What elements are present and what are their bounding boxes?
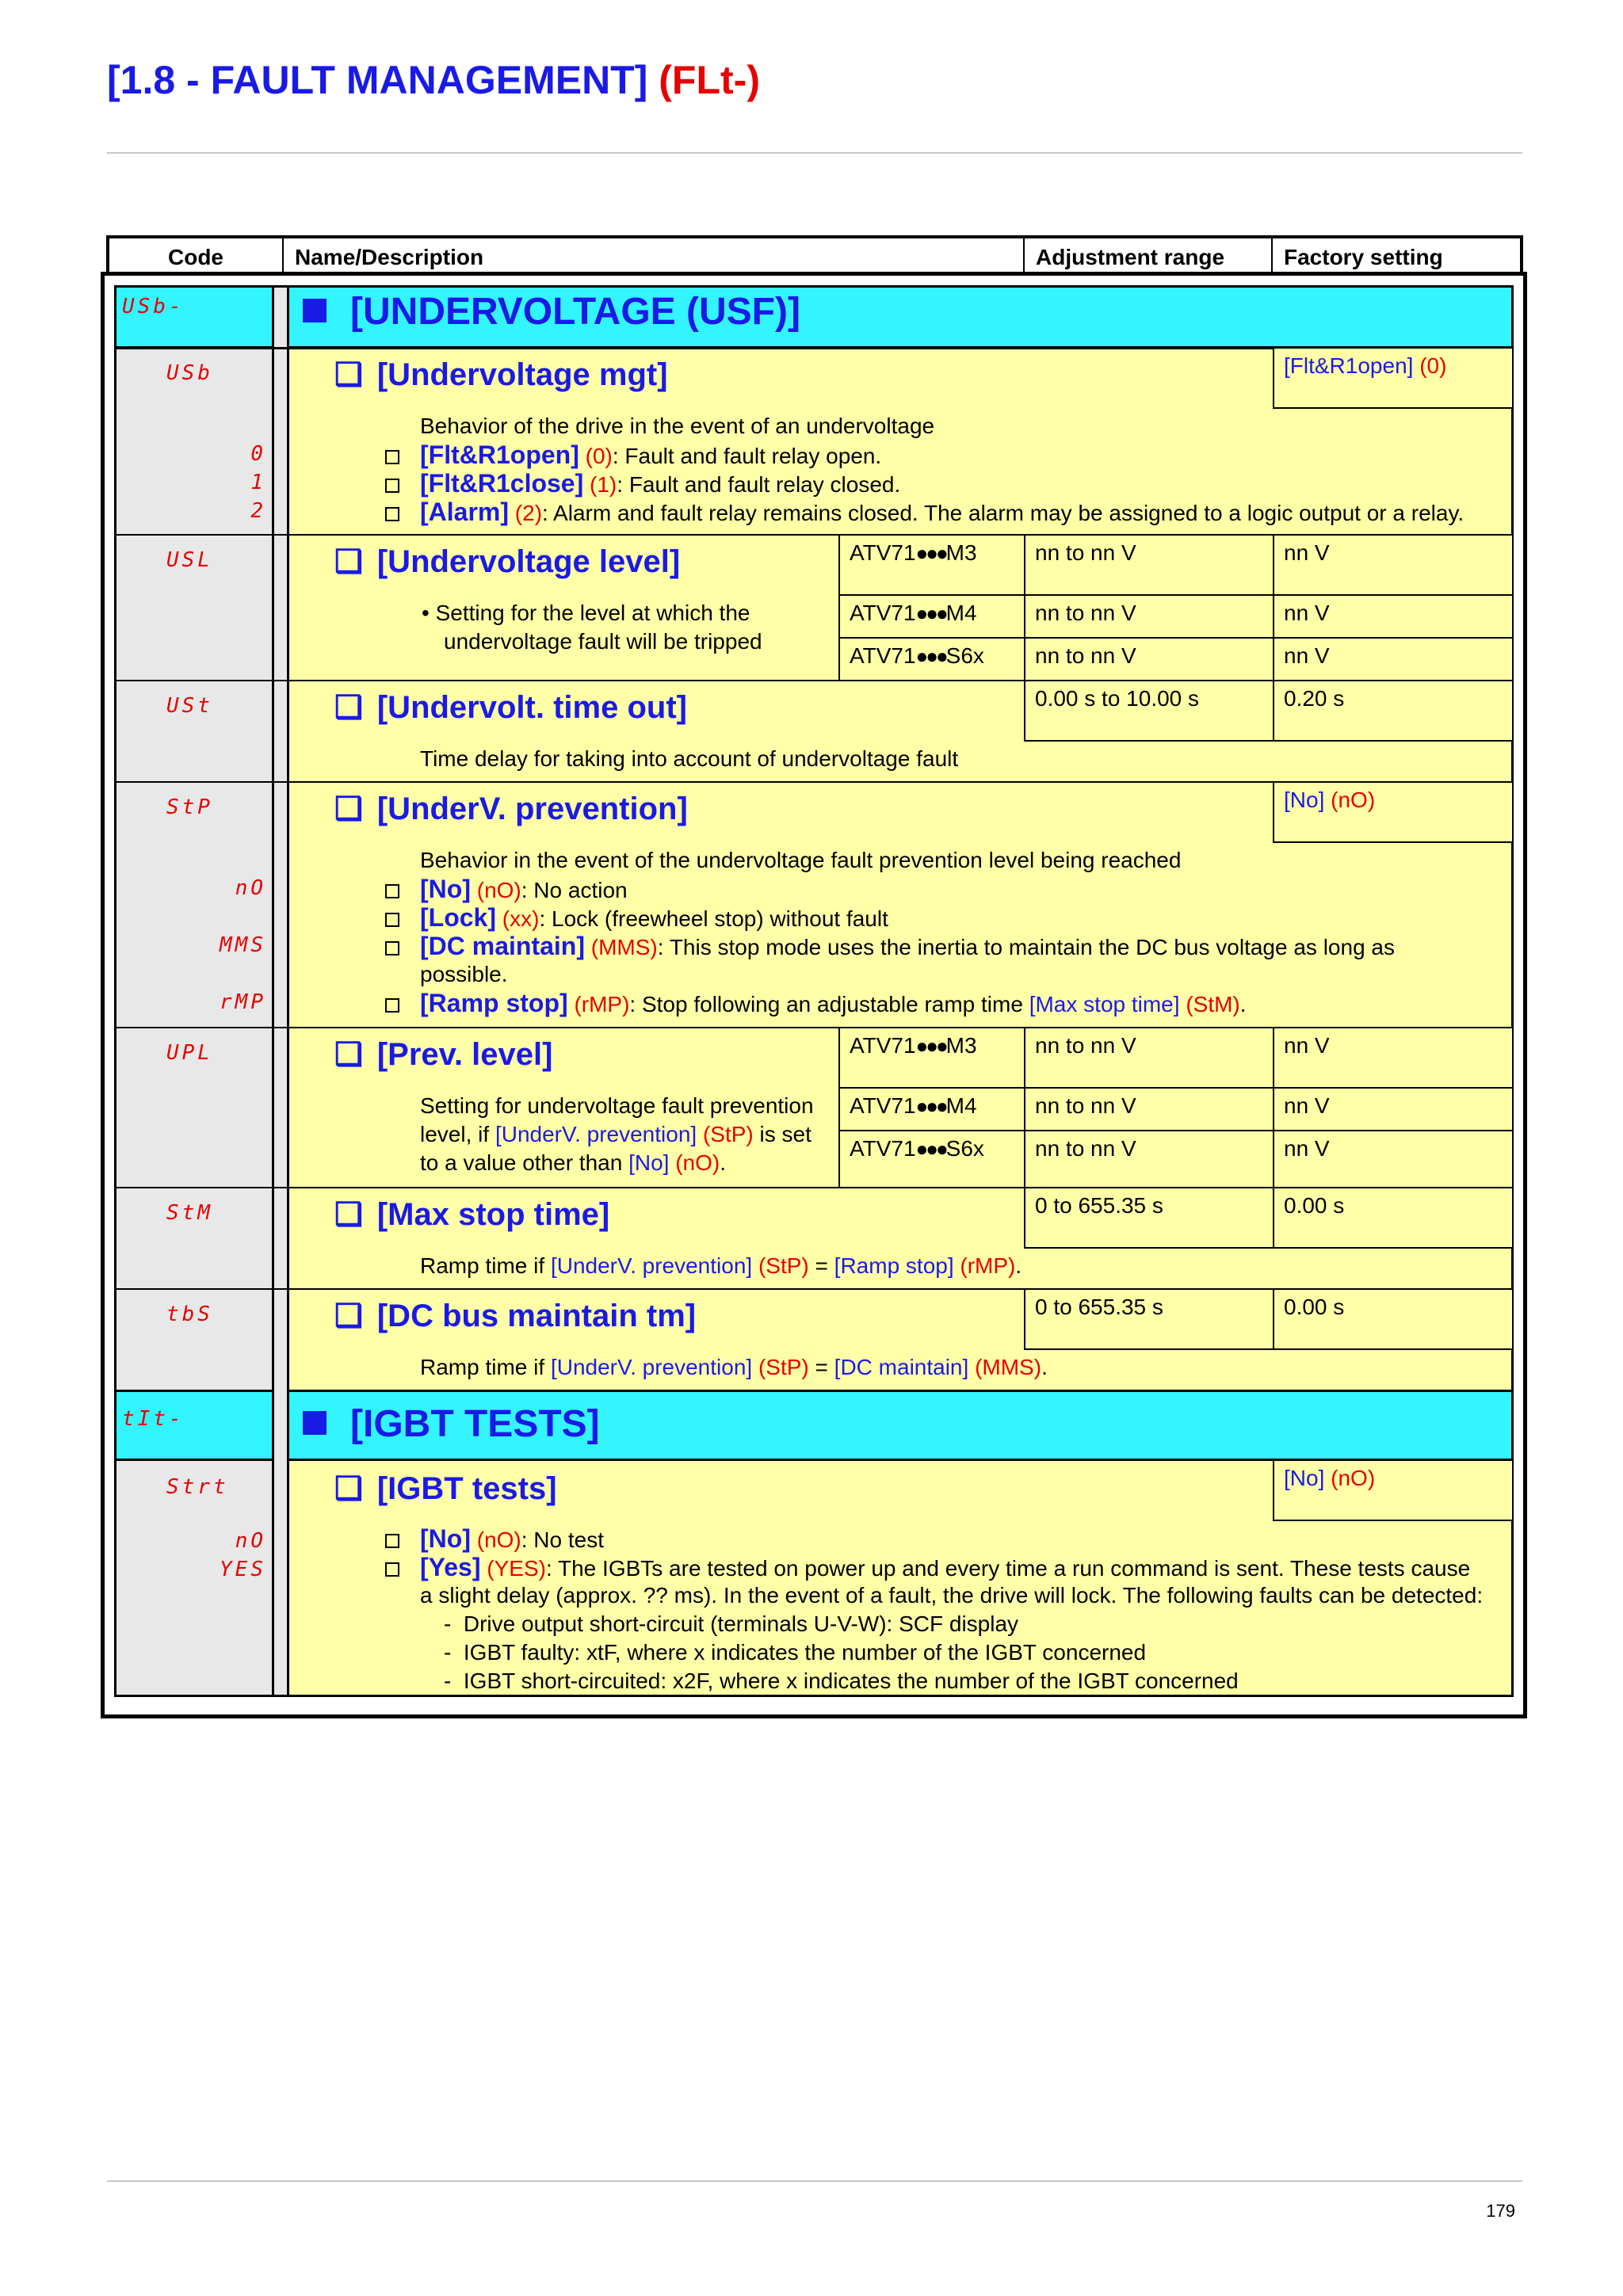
code-column-spacer [274, 285, 287, 1697]
option-item: [Lock] (xx): Lock (freewheel stop) without fault [385, 903, 888, 933]
checkbox-icon [385, 1534, 399, 1548]
param-title: ❑ [DC bus maintain tm] [334, 1299, 697, 1333]
param-description: level, if [UnderV. prevention] (StP) is set [420, 1122, 812, 1146]
fault-list-item: - IGBT faulty: xtF, where x indicates the number of the IGBT concerned [444, 1640, 1147, 1665]
section-code: USb- [122, 295, 185, 318]
header-code: Code [109, 238, 284, 272]
param-title: ❑ [Prev. level] [334, 1037, 553, 1072]
factory-cell: 0.20 s [1273, 680, 1514, 742]
param-description: • Setting for the level at which the [422, 601, 750, 625]
param-description: Setting for undervoltage fault prevention [420, 1093, 814, 1118]
model-cell: ATV71●●●S6x [838, 1130, 1025, 1188]
option-item: [Flt&R1close] (1): Fault and fault relay closed. [385, 469, 900, 499]
param-title: ❑ [IGBT tests] [334, 1471, 557, 1506]
param-title: ❑ [Undervolt. time out] [334, 690, 687, 725]
param-description: undervoltage fault will be tripped [444, 629, 762, 654]
option-code: 1 [250, 471, 266, 494]
range-cell: nn to nn V [1024, 637, 1274, 681]
param-title: ❑ [Undervoltage level] [334, 544, 681, 579]
param-code: USL [166, 548, 213, 572]
factory-cell: nn V [1273, 534, 1514, 596]
factory-setting: [No] (nO) [1273, 781, 1514, 843]
checkbox-bullet-icon: ❑ [334, 690, 363, 725]
table-header [106, 235, 1523, 275]
option-item: [Alarm] (2): Alarm and fault relay remains closed. The alarm may be assigned to a logic output or a relay. [385, 498, 1464, 528]
range-cell: nn to nn V [1024, 1027, 1274, 1089]
checkbox-icon [385, 507, 399, 521]
param-description: Time delay for taking into account of undervoltage fault [420, 746, 959, 771]
checkbox-bullet-icon: ❑ [334, 791, 363, 826]
header-adjustment: Adjustment range [1025, 238, 1273, 272]
checkbox-icon [385, 998, 399, 1013]
checkbox-bullet-icon: ❑ [334, 1471, 363, 1506]
section-title: [IGBT TESTS] [303, 1402, 600, 1446]
option-code: 2 [250, 499, 266, 523]
checkbox-bullet-icon: ❑ [334, 544, 363, 579]
param-description: Ramp time if [UnderV. prevention] (StP) = [Ramp stop] (rMP). [420, 1253, 1022, 1278]
option-code: 0 [250, 442, 266, 466]
param-title: ❑ [UnderV. prevention] [334, 791, 688, 826]
option-code: YES [220, 1558, 266, 1581]
param-title: ❑ [Undervoltage mgt] [334, 357, 668, 392]
factory-cell: nn V [1273, 1087, 1514, 1131]
section-code: tIt- [122, 1407, 185, 1431]
header-factory: Factory setting [1284, 245, 1443, 269]
range-cell: 0 to 655.35 s [1024, 1187, 1274, 1249]
checkbox-icon [385, 450, 399, 464]
param-title: ❑ [Max stop time] [334, 1197, 610, 1232]
option-item: [No] (nO): No test [385, 1524, 604, 1554]
option-continuation: possible. [420, 962, 508, 986]
param-code: Strt [166, 1475, 229, 1499]
checkbox-bullet-icon: ❑ [334, 1037, 363, 1072]
param-description: Behavior in the event of the undervoltage fault prevention level being reached [420, 848, 1182, 872]
option-item: [DC maintain] (MMS): This stop mode uses the inertia to maintain the DC bus voltage as long as [385, 932, 1395, 962]
param-code: USt [166, 694, 213, 718]
param-code: UPL [166, 1041, 213, 1065]
option-item: [Ramp stop] (rMP): Stop following an adjustable ramp time [Max stop time] (StM). [385, 989, 1247, 1019]
param-description: Ramp time if [UnderV. prevention] (StP) = [DC maintain] (MMS). [420, 1355, 1048, 1379]
page-title: [1.8 - FAULT MANAGEMENT] (FLt-) [107, 58, 760, 102]
factory-cell: nn V [1273, 1027, 1514, 1089]
param-code: tbS [166, 1302, 213, 1326]
page-number: 179 [1486, 2201, 1515, 2221]
option-item: [Yes] (YES): The IGBTs are tested on power up and every time a run command is sent. These tests cause [385, 1553, 1470, 1583]
square-bullet-icon [303, 1411, 327, 1435]
bottom-rule [107, 2180, 1522, 2182]
checkbox-icon [385, 1562, 399, 1577]
factory-setting: [Flt&R1open] (0) [1273, 347, 1514, 409]
range-cell: 0.00 s to 10.00 s [1024, 680, 1274, 742]
param-description: to a value other than [No] (nO). [420, 1150, 726, 1175]
option-code: nO [235, 1529, 266, 1553]
param-code: StM [166, 1201, 213, 1225]
checkbox-bullet-icon: ❑ [334, 1299, 363, 1333]
range-cell: nn to nn V [1024, 534, 1274, 596]
checkbox-icon [385, 913, 399, 927]
fault-list-item: - Drive output short-circuit (terminals U-V-W): SCF display [444, 1611, 1019, 1636]
factory-cell: 0.00 s [1273, 1288, 1514, 1350]
square-bullet-icon [303, 299, 327, 322]
range-cell: nn to nn V [1024, 1130, 1274, 1188]
fault-list-item: - IGBT short-circuited: x2F, where x indicates the number of the IGBT concerned [444, 1669, 1239, 1693]
option-continuation: a slight delay (approx. ?? ms). In the event of a fault, the drive will lock. The following faults can be detected: [420, 1583, 1484, 1608]
param-description: Behavior of the drive in the event of an undervoltage [420, 414, 935, 438]
factory-cell: 0.00 s [1273, 1187, 1514, 1249]
option-code: rMP [220, 990, 266, 1014]
section-title: [UNDERVOLTAGE (USF)] [303, 290, 800, 334]
model-cell: ATV71●●●M4 [838, 1087, 1025, 1131]
header-name: Name/Description [284, 238, 1025, 272]
option-item: [Flt&R1open] (0): Fault and fault relay open. [385, 441, 881, 471]
factory-cell: nn V [1273, 1130, 1514, 1188]
factory-cell: nn V [1273, 637, 1514, 681]
option-item: [No] (nO): No action [385, 875, 628, 905]
model-cell: ATV71●●●S6x [838, 637, 1025, 681]
option-code: MMS [220, 933, 266, 957]
option-code: nO [235, 876, 266, 900]
range-cell: nn to nn V [1024, 594, 1274, 639]
factory-setting: [No] (nO) [1273, 1459, 1514, 1521]
checkbox-icon [385, 941, 399, 955]
range-cell: nn to nn V [1024, 1087, 1274, 1131]
range-cell: 0 to 655.35 s [1024, 1288, 1274, 1350]
param-code: StP [166, 795, 213, 819]
checkbox-bullet-icon: ❑ [334, 1197, 363, 1232]
checkbox-bullet-icon: ❑ [334, 357, 363, 392]
model-cell: ATV71●●●M4 [838, 594, 1025, 639]
param-code: USb [166, 361, 213, 385]
top-rule [107, 152, 1522, 154]
checkbox-icon [385, 479, 399, 493]
model-cell: ATV71●●●M3 [838, 534, 1025, 596]
checkbox-icon [385, 884, 399, 898]
factory-cell: nn V [1273, 594, 1514, 639]
model-cell: ATV71●●●M3 [838, 1027, 1025, 1089]
